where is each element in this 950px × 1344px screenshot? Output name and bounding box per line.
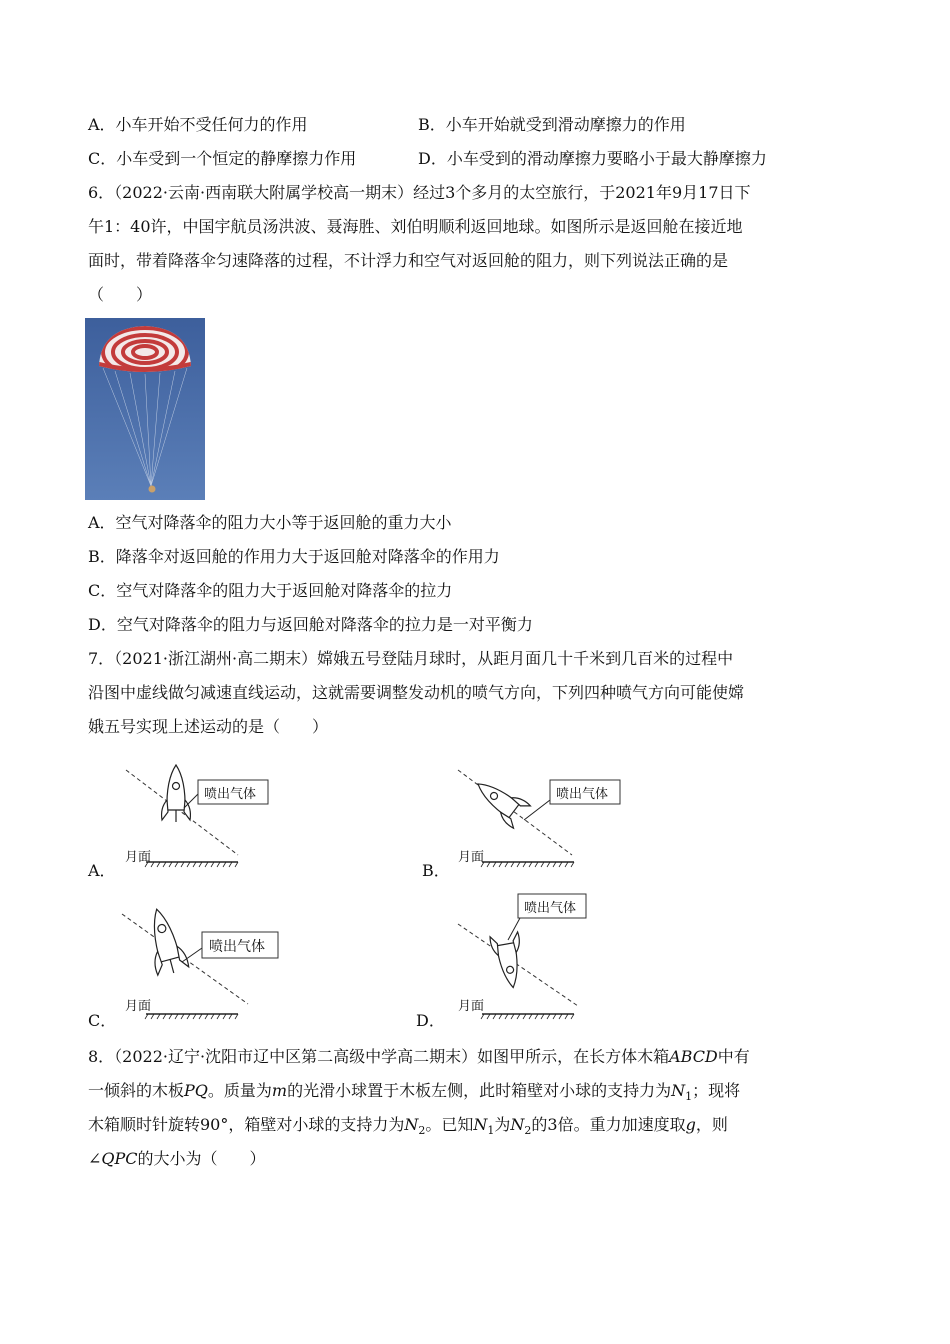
q5-option-d: D．小车受到的滑动摩擦力要略小于最大静摩擦力 [418,149,767,168]
q8-n1-var-2: N [473,1115,488,1134]
parachute-photo [85,318,205,500]
q6-option-a: A．空气对降落伞的阻力大小等于返回舱的重力大小 [88,513,452,532]
q7-c-ground-label: 月面 [125,999,152,1014]
q8-n2-var-2: N [510,1115,525,1134]
q7-b-letter: B． [422,861,450,880]
q6-text-line1: 6．（2022·云南·西南联大附属学校高一期末）经过3个多月的太空旅行，于2021年9月17日下 [88,183,751,202]
q5-option-a: A．小车开始不受任何力的作用 [88,115,308,134]
q8-board-name: PQ [184,1081,208,1100]
q8-gravity-var: g [685,1115,696,1134]
q8-l4-part-b: 的大小为（ ） [137,1149,266,1168]
q7-d-ground-label: 月面 [458,999,485,1014]
q7-b-box-label: 喷出气体 [556,787,609,802]
q8-box-name: ABCD [669,1047,718,1066]
q8-l1-part-b: 中有 [717,1047,750,1066]
q8-l2-part-c: 的光滑小球置于木板左侧，此时箱壁对小球的支持力为 [287,1081,672,1100]
q7-c-box-label: 喷出气体 [209,939,265,955]
q6-option-b: B．降落伞对返回舱的作用力大于返回舱对降落伞的作用力 [88,547,500,566]
q7-text-line3: 娥五号实现上述运动的是（ ） [88,717,329,736]
q8-l2-part-d: ；现将 [692,1081,741,1100]
q6-text-line3: 面时，带着降落伞匀速降落的过程，不计浮力和空气对返回舱的阻力，则下列说法正确的是 [88,251,729,270]
q6-option-c: C．空气对降落伞的阻力大于返回舱对降落伞的拉力 [88,581,453,600]
q5-option-b: B．小车开始就受到滑动摩擦力的作用 [418,115,686,134]
q8-l2-part-b: 。质量为 [207,1081,272,1100]
q7-figure-a [88,760,288,880]
q7-text-line1: 7．（2021·浙江湖州·高二期末）嫦娥五号登陆月球时，从距月面几十千米到几百米的过程中 [88,649,734,668]
q6-option-d: D．空气对降落伞的阻力与返回舱对降落伞的拉力是一对平衡力 [88,615,533,634]
q7-d-box-label: 喷出气体 [524,901,577,916]
q8-l3-part-d: 的3倍。重力加速度取 [531,1115,686,1134]
q8-text-line2 [88,1080,740,1108]
q8-text-line1 [88,1046,750,1068]
q8-l3-part-b: 。已知 [425,1115,474,1134]
q7-b-ground-label: 月面 [458,850,485,865]
q7-text-line2: 沿图中虚线做匀减速直线运动，这就需要调整发动机的喷气方向，下列四种喷气方向可能使嫦 [88,683,745,702]
q7-a-box-label: 喷出气体 [204,787,257,802]
q8-n1-sub: 1 [685,1090,693,1104]
q8-n2-var: N [404,1115,419,1134]
q8-mass-var: m [271,1081,288,1100]
q8-text-line3 [88,1114,728,1142]
q7-figure-d [416,888,616,1030]
q8-l3-part-a: 木箱顺时针旋转90°，箱壁对小球的支持力为 [88,1115,405,1134]
q6-text-line2: 午1：40许，中国宇航员汤洪波、聂海胜、刘伯明顺利返回地球。如图所示是返回舱在接近地 [88,217,743,236]
q6-text-line4: （ ） [88,285,153,304]
q7-figure-b [422,760,632,880]
q8-l3-part-e: ，则 [695,1115,728,1134]
q5-option-c: C．小车受到一个恒定的静摩擦力作用 [88,149,357,168]
q8-text-line4 [88,1148,266,1170]
q7-a-letter: A． [88,861,116,880]
q7-figure-c [88,904,298,1030]
q8-n1-var: N [671,1081,686,1100]
q8-l1-part-a: 8．（2022·辽宁·沈阳市辽中区第二高级中学高二期末）如图甲所示，在长方体木箱 [88,1047,670,1066]
q8-l2-part-a: 一倾斜的木板 [88,1081,185,1100]
q8-n2-sub-2: 2 [524,1124,532,1138]
q8-n1-sub-2: 1 [487,1124,495,1138]
q8-angle-symbol: ∠ [88,1149,102,1168]
q7-a-ground-label: 月面 [125,850,152,865]
q7-d-letter: D． [416,1011,445,1030]
q8-l3-part-c: 为 [494,1115,511,1134]
q8-n2-sub: 2 [418,1124,426,1138]
q7-c-letter: C． [88,1011,117,1030]
q8-angle-name: QPC [101,1149,138,1168]
